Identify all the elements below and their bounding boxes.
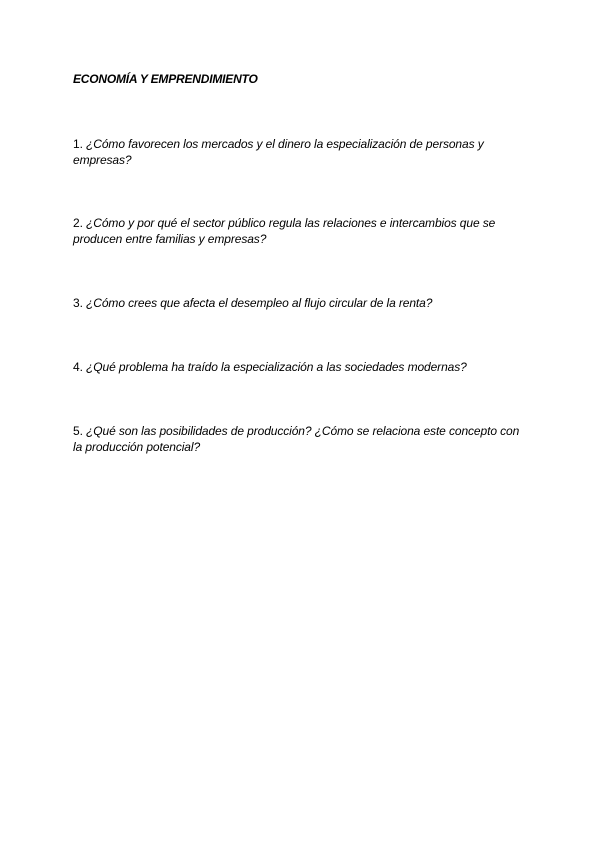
question-2 bbox=[73, 215, 523, 247]
question-3 bbox=[73, 295, 523, 311]
question-number: 5. bbox=[73, 424, 83, 438]
question-text: ¿Cómo favorecen los mercados y el dinero la especialización de personas y empresas? bbox=[73, 137, 484, 167]
question-text: ¿Qué son las posibilidades de producción? ¿Cómo se relaciona este concepto con la producción potencial? bbox=[73, 424, 520, 454]
question-4 bbox=[73, 359, 523, 375]
question-5 bbox=[73, 423, 523, 455]
question-text: ¿Cómo crees que afecta el desempleo al flujo circular de la renta? bbox=[86, 296, 433, 310]
question-number: 1. bbox=[73, 137, 83, 151]
question-number: 4. bbox=[73, 360, 83, 374]
question-text: ¿Qué problema ha traído la especialización a las sociedades modernas? bbox=[86, 360, 467, 374]
question-1 bbox=[73, 136, 523, 168]
question-number: 2. bbox=[73, 216, 83, 230]
question-number: 3. bbox=[73, 296, 83, 310]
question-text: ¿Cómo y por qué el sector público regula las relaciones e intercambios que se producen entre familias y empresas? bbox=[73, 216, 496, 246]
document-title: ECONOMÍA Y EMPRENDIMIENTO bbox=[73, 72, 258, 86]
